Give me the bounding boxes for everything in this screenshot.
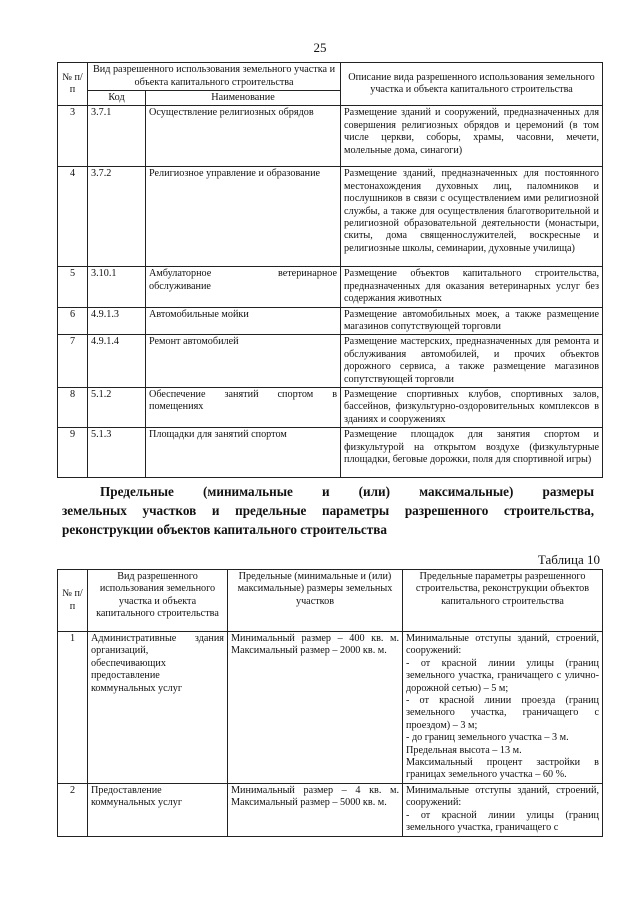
page-number: 25 [313,40,327,55]
row-num: 3 [58,106,88,167]
row-params [403,783,603,836]
param-line: - от красной линии проезда (границ земельного участка, граничащего с проездом) – 3 м; [406,695,599,731]
row-code: 3.7.1 [88,106,146,167]
row-desc: Размещение автомобильных моек, а также размещение магазинов сопутствующей торговли [341,307,603,335]
table-caption: Таблица 10 [537,552,600,567]
row-code: 5.1.2 [88,388,146,428]
limits-table [57,569,603,837]
table-row [58,267,603,307]
header-num: № п/п [58,570,88,632]
row-name: Ремонт автомобилей [146,335,341,388]
section-heading [62,482,594,539]
row-sizes: Минимальный размер – 400 кв. м. Максимальный размер – 2000 кв. м. [228,632,403,784]
header-name: Наименование [146,91,341,106]
row-num: 2 [58,783,88,836]
section-heading-line1: Предельные (минимальные и (или) максимальные) размеры [100,484,594,499]
row-name: Религиозное управление и образование [146,167,341,267]
table-row [58,428,603,478]
param-line: Максимальный процент застройки в границах земельного участка – 60 %. [406,757,599,781]
header-params: Предельные параметры разрешенного строительства, реконструкции объектов капитального строительства [403,570,603,632]
row-num: 6 [58,307,88,335]
row-name: Обеспечение занятий спортом в помещениях [146,388,341,428]
param-line: - от красной линии улицы (границ земельного участка, граничащего с улично-дорожной сетью) – 5 м; [406,657,599,694]
row-desc: Размещение объектов капитального строительства, предназначенных для оказания ветеринарных услуг без содержания животных [341,267,603,307]
header-sizes: Предельные (минимальные и (или) максимальные) размеры земельных участков [228,570,403,632]
row-desc: Размещение площадок для занятия спортом и физкультурой на открытом воздухе (физкультурные площадки, беговые дорожки, поля для спортивной игры) [341,428,603,478]
row-type: Административные здания организаций, обеспечивающих предоставление коммунальных услуг [88,632,228,784]
row-name: Амбулаторное ветеринарное обслуживание [146,267,341,307]
row-num: 7 [58,335,88,388]
header-type: Вид разрешенного использования земельного участка и объекта капитального строительства [88,570,228,632]
header-desc: Описание вида разрешенного использования земельного участка и объекта капитального строительства [341,63,603,106]
row-desc: Размещение зданий, предназначенных для постоянного местонахождения духовных лиц, паломников и послушников в связи с осуществлением ими религиозной службы, а также для осуществления благотворительной и религиозной образовательной деятельности (монастыри, скиты, дома священнослужителей, воскресные и религиозные школы, семинарии, духовные училища) [341,167,603,267]
row-code: 3.10.1 [88,267,146,307]
row-code: 4.9.1.4 [88,335,146,388]
row-code: 5.1.3 [88,428,146,478]
permitted-use-table [57,62,603,478]
row-code: 3.7.2 [88,167,146,267]
row-desc: Размещение спортивных клубов, спортивных залов, бассейнов, физкультурно-оздоровительных комплексов в зданиях и сооружениях [341,388,603,428]
row-num: 8 [58,388,88,428]
table-row [58,167,603,267]
param-line: Минимальные отступы зданий, строений, сооружений: [406,784,599,809]
row-num: 5 [58,267,88,307]
row-num: 4 [58,167,88,267]
row-code: 4.9.1.3 [88,307,146,335]
row-type: Предоставление коммунальных услуг [88,783,228,836]
row-num: 9 [58,428,88,478]
param-line: Предельная высота – 13 м. [406,744,522,756]
row-desc: Размещение мастерских, предназначенных для ремонта и обслуживания автомобилей, и прочих объектов дорожного сервиса, а также размещение магазинов сопутствующей торговли [341,335,603,388]
row-name: Автомобильные мойки [146,307,341,335]
param-line: - от красной линии улицы (границ земельного участка, граничащего с [406,809,599,834]
header-num: № п/п [58,63,88,106]
table-row [58,388,603,428]
row-name: Площадки для занятий спортом [146,428,341,478]
section-heading-rest: земельных участков и предельные параметры разрешенного строительства, реконструкции объектов капитального строительства [62,503,594,537]
row-desc: Размещение зданий и сооружений, предназначенных для совершения религиозных обрядов и церемоний (в том числе церкви, соборы, храмы, часовни, мечети, молельные дома, синагоги) [341,106,603,167]
table-row [58,783,603,836]
table-row [58,307,603,335]
row-name: Осуществление религиозных обрядов [146,106,341,167]
header-group: Вид разрешенного использования земельного участка и объекта капитального строительства [88,63,341,91]
table-row [58,106,603,167]
row-num: 1 [58,632,88,784]
row-params [403,632,603,784]
param-line: Минимальные отступы зданий, строений, сооружений: [406,633,599,657]
row-sizes: Минимальный размер – 4 кв. м. Максимальный размер – 5000 кв. м. [228,783,403,836]
table-row [58,632,603,784]
header-code: Код [88,91,146,106]
param-line: - до границ земельного участка – 3 м. [406,732,569,744]
table-row [58,335,603,388]
